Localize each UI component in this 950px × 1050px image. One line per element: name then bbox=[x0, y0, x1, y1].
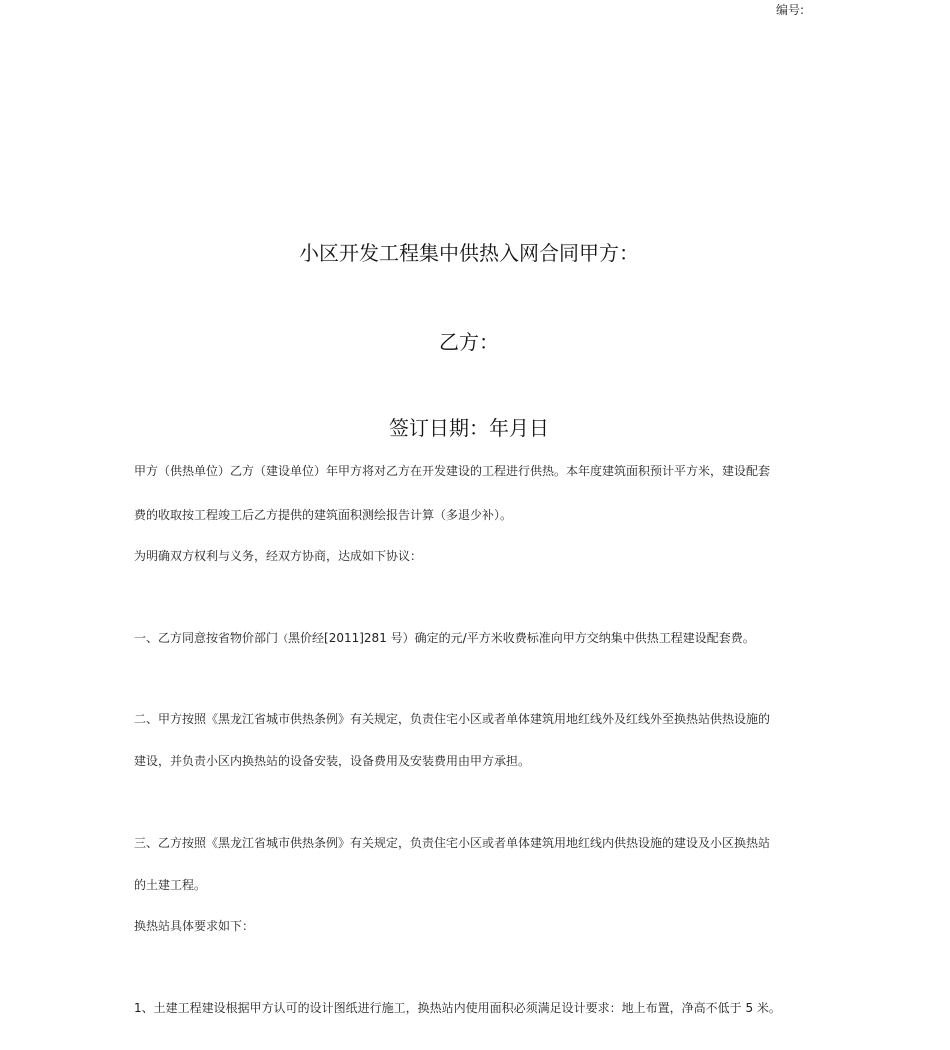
clause-three-line-1: 三、乙方按照《黑龙江省城市供热条例》有关规定，负责住宅小区或者单体建筑用地红线内供热设施的建设及小区换热站 bbox=[134, 836, 771, 850]
intro-paragraph-line-2: 费的收取按工程竣工后乙方提供的建筑面积测绘报告计算（多退少补）。 bbox=[134, 508, 513, 522]
clause-one-reference: 黑价经[2011]281 号 bbox=[288, 631, 403, 645]
clause-one-before: 一、乙方同意按省物价部门 bbox=[134, 631, 279, 645]
requirement-item-1: 1、土建工程建设根据甲方认可的设计图纸进行施工，换热站内使用面积必须满足设计要求：地上布置，净高不低于 5 米。 bbox=[134, 1001, 781, 1015]
clause-one-after: 确定的元/平方米收费标准向甲方交纳集中供热工程建设配套费。 bbox=[414, 631, 755, 645]
clause-one-paren-open: （ bbox=[278, 634, 289, 645]
agreement-intro: 为明确双方权利与义务，经双方协商，达成如下协议： bbox=[134, 549, 423, 563]
party-b-line: 乙方： bbox=[439, 330, 499, 354]
clause-two-line-1: 二、甲方按照《黑龙江省城市供热条例》有关规定，负责住宅小区或者单体建筑用地红线外及红线外至换热站供热设施的 bbox=[134, 712, 771, 726]
clause-one-paren-close: ） bbox=[402, 631, 415, 645]
intro-paragraph-line-1: 甲方（供热单位）乙方（建设单位）年甲方将对乙方在开发建设的工程进行供热。本年度建筑面积预计平方米，建设配套 bbox=[134, 464, 771, 478]
clause-two-line-2: 建设，并负责小区内换热站的设备安装，设备费用及安装费用由甲方承担。 bbox=[134, 754, 531, 768]
station-requirements-heading: 换热站具体要求如下： bbox=[134, 919, 255, 933]
clause-three-line-2: 的土建工程。 bbox=[134, 878, 207, 892]
clause-one bbox=[134, 630, 814, 648]
sign-date-line: 签订日期：年月日 bbox=[389, 416, 549, 440]
contract-title: 小区开发工程集中供热入网合同甲方： bbox=[299, 241, 639, 265]
serial-number-label: 编号: bbox=[776, 3, 805, 17]
